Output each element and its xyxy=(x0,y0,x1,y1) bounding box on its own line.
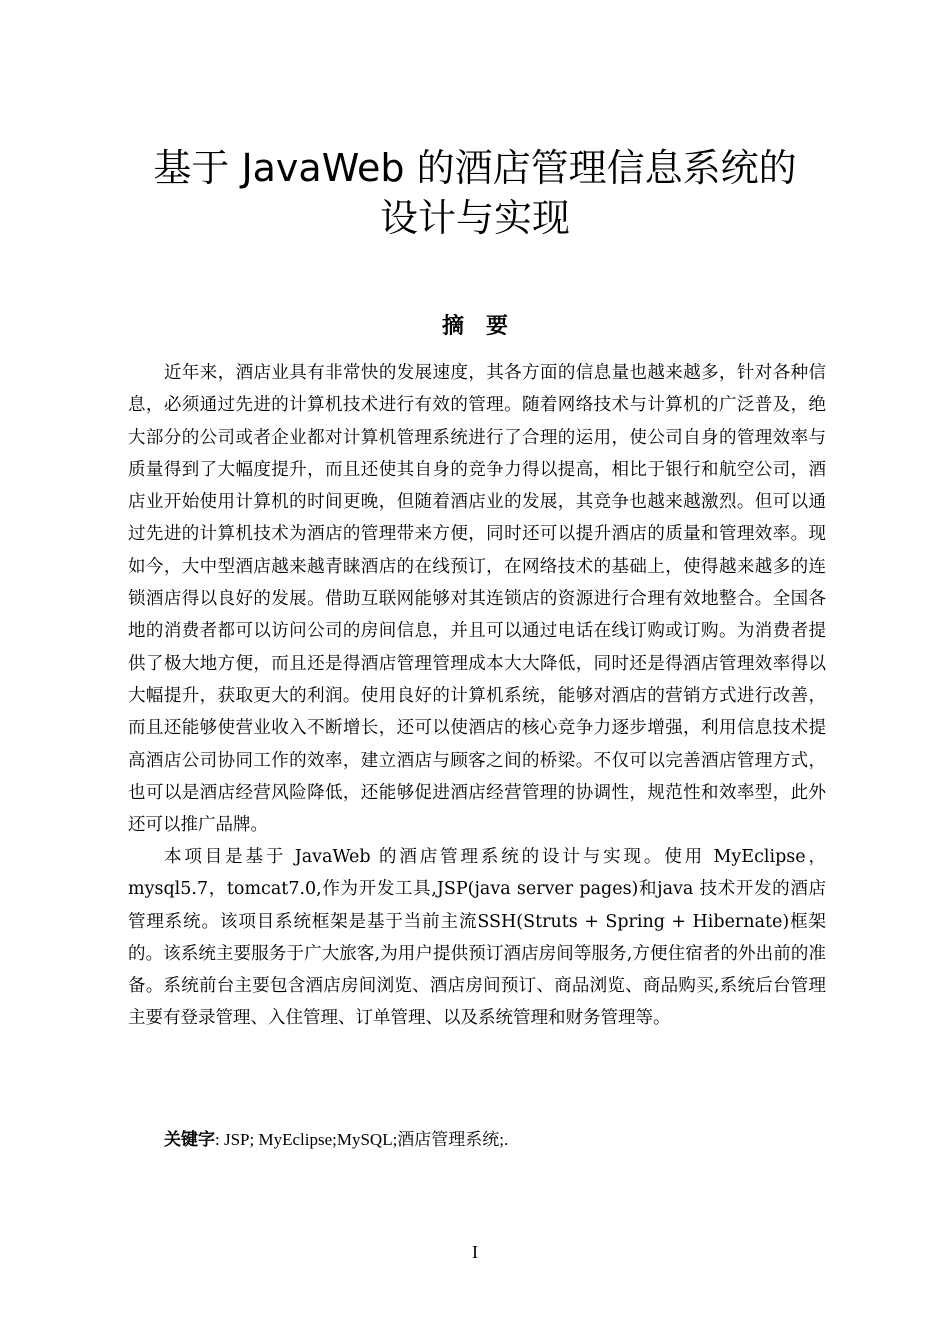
abstract-paragraph-2: 本项目是基于 JavaWeb 的酒店管理系统的设计与实现。使用 MyEclipse，mysql5.7，tomcat7.0,作为开发工具,JSP(java server pages)和java 技术开发的酒店管理系统。该项目系统框架是基于当前主流SSH(Struts + Spring + Hibernate)框架的。该系统主要服务于广大旅客,为用户提供预订酒店房间等服务,方便住宿者的外出前的准备。系统前台主要包含酒店房间浏览、酒店房间预订、商品浏览、商品购买,系统后台管理主要有登录管理、入住管理、订单管理、以及系统管理和财务管理等。 xyxy=(128,847,826,1029)
document-title-line-2: 设计与实现 xyxy=(379,196,570,240)
abstract-paragraph-2-block xyxy=(128,841,826,1035)
keywords-line xyxy=(164,1126,824,1154)
abstract-paragraph-1: 近年来，酒店业具有非常快的发展速度，其各方面的信息量也越来越多，针对各种信息，必须通过先进的计算机技术进行有效的管理。随着网络技术与计算机的广泛普及，绝大部分的公司或者企业都对计算机管理系统进行了合理的运用，使公司自身的管理效率与质量得到了大幅度提升，而且还使其自身的竞争力得以提高，相比于银行和航空公司，酒店业开始使用计算机的时间更晚，但随着酒店业的发展，其竞争也越来越激烈。但可以通过先进的计算机技术为酒店的管理带来方便，同时还可以提升酒店的质量和管理效率。现如今，大中型酒店越来越青睐酒店的在线预订，在网络技术的基础上，使得越来越多的连锁酒店得以良好的发展。借助互联网能够对其连锁店的资源进行合理有效地整合。全国各地的消费者都可以访问公司的房间信息，并且可以通过电话在线订购或订购。为消费者提供了极大地方便，而且还是得酒店管理管理成本大大降低，同时还是得酒店管理效率得以大幅提升，获取更大的利润。使用良好的计算机系统，能够对酒店的营销方式进行改善，而且还能够使营业收入不断增长，还可以使酒店的核心竞争力逐步增强，利用信息技术提高酒店公司协同工作的效率，建立酒店与顾客之间的桥梁。不仅可以完善酒店管理方式，也可以是酒店经营风险降低，还能够促进酒店经营管理的协调性，规范性和效率型，此外还可以推广品牌。 xyxy=(128,363,826,836)
abstract-heading: 摘要 xyxy=(441,314,530,339)
abstract-paragraph-1-block xyxy=(128,357,826,841)
document-title-line-1: 基于 JavaWeb 的酒店管理信息系统的 xyxy=(153,146,797,190)
keywords-text: : JSP; MyEclipse;MySQL;酒店管理系统;. xyxy=(215,1130,509,1149)
page-number: I xyxy=(472,1242,478,1262)
keywords-label: 关键字 xyxy=(164,1130,215,1149)
